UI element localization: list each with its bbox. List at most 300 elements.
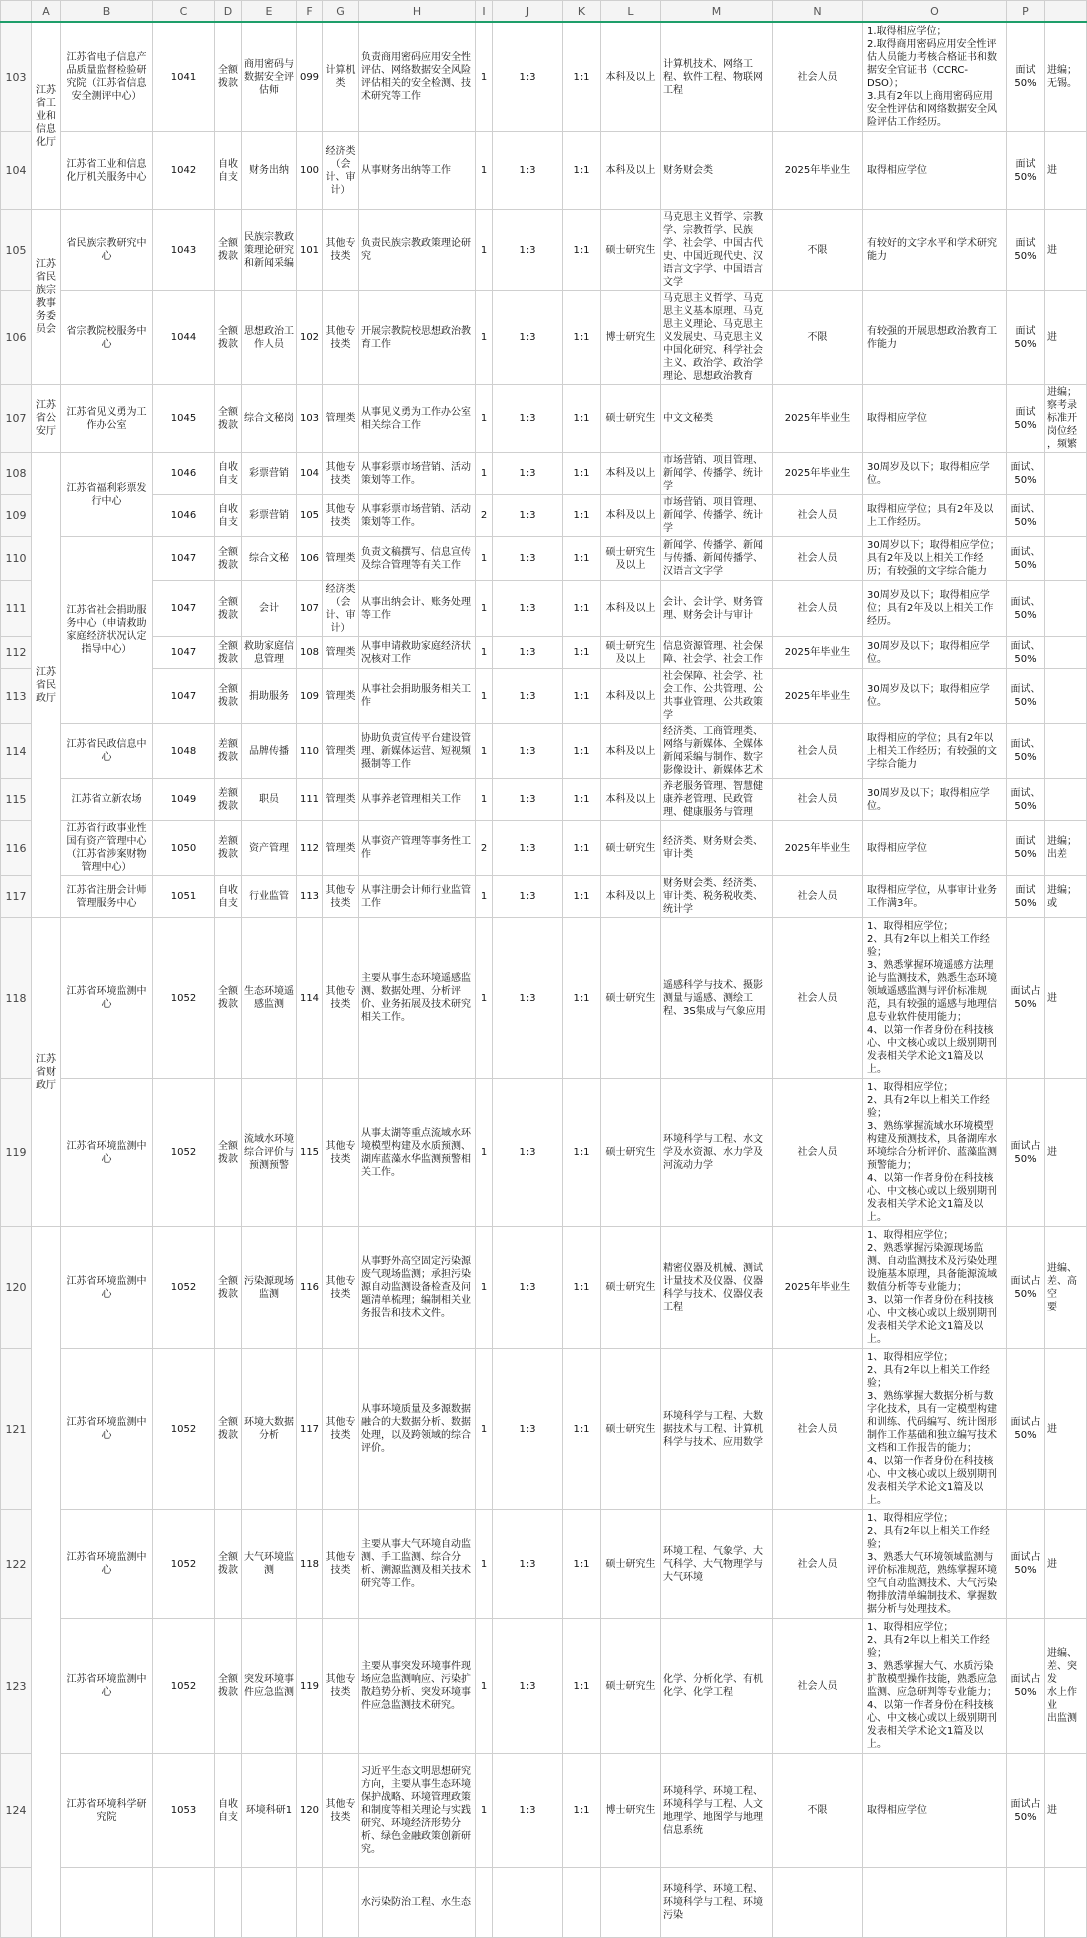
requirements-cell[interactable] xyxy=(863,1754,1007,1868)
funding-type-cell[interactable] xyxy=(215,291,242,385)
interview-ratio-cell[interactable] xyxy=(493,22,563,132)
interview-ratio-cell[interactable] xyxy=(493,724,563,779)
position-category-cell[interactable] xyxy=(323,1510,359,1619)
education-cell[interactable] xyxy=(601,453,661,495)
ratio-cell-cell[interactable] xyxy=(563,1227,601,1349)
position-code-cell[interactable] xyxy=(297,537,323,581)
recruit-count-cell[interactable] xyxy=(476,537,493,581)
position-name-cell[interactable] xyxy=(242,581,297,637)
position-code-cell[interactable] xyxy=(297,779,323,821)
position-code-cell[interactable] xyxy=(297,291,323,385)
column-header-o[interactable]: O xyxy=(863,1,1007,23)
position-category-cell[interactable] xyxy=(323,385,359,453)
major-cell[interactable] xyxy=(661,1510,773,1619)
position-code-cell[interactable] xyxy=(297,1079,323,1227)
position-category-cell[interactable] xyxy=(323,724,359,779)
requirements-cell[interactable] xyxy=(863,821,1007,876)
exam-weight-cell[interactable] xyxy=(1007,495,1045,537)
exam-weight-cell[interactable] xyxy=(1007,821,1045,876)
position-category-cell[interactable] xyxy=(323,453,359,495)
education-cell[interactable] xyxy=(601,495,661,537)
funding-type-cell[interactable] xyxy=(215,876,242,918)
position-description-cell[interactable] xyxy=(359,1754,476,1868)
recruit-count-cell[interactable] xyxy=(476,453,493,495)
ratio-cell-cell[interactable] xyxy=(563,637,601,669)
unit-code-cell[interactable] xyxy=(153,821,215,876)
row-header[interactable]: 121 xyxy=(1,1349,32,1510)
column-header-j[interactable]: J xyxy=(493,1,563,23)
unit-code-cell[interactable] xyxy=(153,637,215,669)
row-header[interactable]: 109 xyxy=(1,495,32,537)
recruit-count-cell[interactable] xyxy=(476,1349,493,1510)
position-description-cell[interactable] xyxy=(359,495,476,537)
department-cell[interactable] xyxy=(32,385,61,453)
recruit-count-cell[interactable] xyxy=(476,779,493,821)
funding-type-cell[interactable] xyxy=(215,1227,242,1349)
candidate-type-cell[interactable] xyxy=(773,1619,863,1754)
exam-weight-cell[interactable] xyxy=(1007,1349,1045,1510)
position-category-cell[interactable] xyxy=(323,22,359,132)
unit-code-cell[interactable] xyxy=(153,669,215,724)
unit-name-cell[interactable] xyxy=(61,876,153,918)
exam-weight-cell[interactable] xyxy=(1007,1510,1045,1619)
recruit-count-cell[interactable] xyxy=(476,581,493,637)
major-cell[interactable] xyxy=(661,22,773,132)
interview-ratio-cell[interactable] xyxy=(493,1079,563,1227)
candidate-type-cell[interactable] xyxy=(773,537,863,581)
position-description-cell[interactable] xyxy=(359,1510,476,1619)
ratio-cell-cell[interactable] xyxy=(563,210,601,291)
position-code-cell[interactable] xyxy=(297,581,323,637)
unit-name-cell[interactable] xyxy=(61,1510,153,1619)
requirements-cell[interactable] xyxy=(863,779,1007,821)
ratio-cell-cell[interactable] xyxy=(563,1754,601,1868)
interview-ratio-cell[interactable] xyxy=(493,385,563,453)
requirements-cell[interactable] xyxy=(863,1619,1007,1754)
candidate-type-cell[interactable] xyxy=(773,1349,863,1510)
column-header-p[interactable]: P xyxy=(1007,1,1045,23)
funding-type-cell[interactable] xyxy=(215,22,242,132)
position-category-cell[interactable] xyxy=(323,1754,359,1868)
requirements-cell[interactable] xyxy=(863,1868,1007,1938)
ratio-cell-cell[interactable] xyxy=(563,22,601,132)
unit-name-cell[interactable] xyxy=(61,779,153,821)
funding-type-cell[interactable] xyxy=(215,821,242,876)
requirements-cell[interactable] xyxy=(863,724,1007,779)
major-cell[interactable] xyxy=(661,724,773,779)
column-header-e[interactable]: E xyxy=(242,1,297,23)
candidate-type-cell[interactable] xyxy=(773,385,863,453)
candidate-type-cell[interactable] xyxy=(773,637,863,669)
row-header[interactable]: 111 xyxy=(1,581,32,637)
row-header[interactable]: 112 xyxy=(1,637,32,669)
unit-code-cell[interactable] xyxy=(153,132,215,210)
position-name-cell[interactable] xyxy=(242,669,297,724)
row-header[interactable]: 120 xyxy=(1,1227,32,1349)
unit-code-cell[interactable] xyxy=(153,1619,215,1754)
position-name-cell[interactable] xyxy=(242,821,297,876)
ratio-cell-cell[interactable] xyxy=(563,291,601,385)
exam-weight-cell[interactable] xyxy=(1007,1227,1045,1349)
funding-type-cell[interactable] xyxy=(215,1754,242,1868)
position-code-cell[interactable] xyxy=(297,453,323,495)
exam-weight-cell[interactable] xyxy=(1007,581,1045,637)
interview-ratio-cell[interactable] xyxy=(493,918,563,1079)
row-header[interactable]: 105 xyxy=(1,210,32,291)
exam-weight-cell[interactable] xyxy=(1007,724,1045,779)
requirements-cell[interactable] xyxy=(863,669,1007,724)
position-category-cell[interactable] xyxy=(323,1079,359,1227)
row-header[interactable]: 107 xyxy=(1,385,32,453)
recruit-count-cell[interactable] xyxy=(476,1619,493,1754)
position-code-cell[interactable] xyxy=(297,1510,323,1619)
interview-ratio-cell[interactable] xyxy=(493,210,563,291)
major-cell[interactable] xyxy=(661,385,773,453)
position-description-cell[interactable] xyxy=(359,724,476,779)
major-cell[interactable] xyxy=(661,1754,773,1868)
education-cell[interactable] xyxy=(601,1510,661,1619)
funding-type-cell[interactable] xyxy=(215,385,242,453)
position-name-cell[interactable] xyxy=(242,724,297,779)
unit-name-cell[interactable] xyxy=(61,1754,153,1868)
unit-name-cell[interactable] xyxy=(61,821,153,876)
exam-weight-cell[interactable] xyxy=(1007,918,1045,1079)
education-cell[interactable] xyxy=(601,876,661,918)
unit-code-cell[interactable] xyxy=(153,876,215,918)
education-cell[interactable] xyxy=(601,637,661,669)
exam-weight-cell[interactable] xyxy=(1007,132,1045,210)
column-header-q[interactable] xyxy=(1045,1,1087,23)
major-cell[interactable] xyxy=(661,637,773,669)
unit-name-cell[interactable] xyxy=(61,1349,153,1510)
recruit-count-cell[interactable] xyxy=(476,1227,493,1349)
position-code-cell[interactable] xyxy=(297,210,323,291)
position-name-cell[interactable] xyxy=(242,453,297,495)
major-cell[interactable] xyxy=(661,291,773,385)
row-header[interactable]: 117 xyxy=(1,876,32,918)
candidate-type-cell[interactable] xyxy=(773,1868,863,1938)
remarks-cell[interactable] xyxy=(1045,876,1087,918)
education-cell[interactable] xyxy=(601,291,661,385)
unit-name-cell[interactable] xyxy=(61,210,153,291)
column-header-l[interactable]: L xyxy=(601,1,661,23)
position-code-cell[interactable] xyxy=(297,821,323,876)
candidate-type-cell[interactable] xyxy=(773,876,863,918)
unit-code-cell[interactable] xyxy=(153,1754,215,1868)
interview-ratio-cell[interactable] xyxy=(493,637,563,669)
candidate-type-cell[interactable] xyxy=(773,918,863,1079)
exam-weight-cell[interactable] xyxy=(1007,779,1045,821)
unit-code-cell[interactable] xyxy=(153,1227,215,1349)
remarks-cell[interactable] xyxy=(1045,779,1087,821)
row-header[interactable]: 118 xyxy=(1,918,32,1079)
position-description-cell[interactable] xyxy=(359,1868,476,1938)
recruit-count-cell[interactable] xyxy=(476,821,493,876)
position-description-cell[interactable] xyxy=(359,291,476,385)
position-code-cell[interactable] xyxy=(297,132,323,210)
recruit-count-cell[interactable] xyxy=(476,1510,493,1619)
major-cell[interactable] xyxy=(661,537,773,581)
unit-code-cell[interactable] xyxy=(153,1349,215,1510)
column-header-i[interactable]: I xyxy=(476,1,493,23)
interview-ratio-cell[interactable] xyxy=(493,453,563,495)
requirements-cell[interactable] xyxy=(863,637,1007,669)
remarks-cell[interactable] xyxy=(1045,1079,1087,1227)
funding-type-cell[interactable] xyxy=(215,581,242,637)
recruit-count-cell[interactable] xyxy=(476,385,493,453)
interview-ratio-cell[interactable] xyxy=(493,495,563,537)
interview-ratio-cell[interactable] xyxy=(493,291,563,385)
column-header-g[interactable]: G xyxy=(323,1,359,23)
position-code-cell[interactable] xyxy=(297,1619,323,1754)
exam-weight-cell[interactable] xyxy=(1007,669,1045,724)
education-cell[interactable] xyxy=(601,1619,661,1754)
unit-name-cell[interactable] xyxy=(61,724,153,779)
funding-type-cell[interactable] xyxy=(215,724,242,779)
position-category-cell[interactable] xyxy=(323,1619,359,1754)
education-cell[interactable] xyxy=(601,724,661,779)
requirements-cell[interactable] xyxy=(863,1349,1007,1510)
position-description-cell[interactable] xyxy=(359,22,476,132)
ratio-cell-cell[interactable] xyxy=(563,581,601,637)
position-description-cell[interactable] xyxy=(359,537,476,581)
unit-name-cell[interactable] xyxy=(61,1227,153,1349)
education-cell[interactable] xyxy=(601,1079,661,1227)
position-category-cell[interactable] xyxy=(323,876,359,918)
candidate-type-cell[interactable] xyxy=(773,1510,863,1619)
unit-name-cell[interactable] xyxy=(61,453,153,537)
recruit-count-cell[interactable] xyxy=(476,876,493,918)
interview-ratio-cell[interactable] xyxy=(493,1510,563,1619)
exam-weight-cell[interactable] xyxy=(1007,291,1045,385)
position-name-cell[interactable] xyxy=(242,1349,297,1510)
position-description-cell[interactable] xyxy=(359,1349,476,1510)
exam-weight-cell[interactable] xyxy=(1007,210,1045,291)
remarks-cell[interactable] xyxy=(1045,453,1087,495)
major-cell[interactable] xyxy=(661,918,773,1079)
position-name-cell[interactable] xyxy=(242,1619,297,1754)
position-category-cell[interactable] xyxy=(323,1349,359,1510)
requirements-cell[interactable] xyxy=(863,1079,1007,1227)
candidate-type-cell[interactable] xyxy=(773,453,863,495)
row-header[interactable]: 114 xyxy=(1,724,32,779)
position-name-cell[interactable] xyxy=(242,210,297,291)
major-cell[interactable] xyxy=(661,1349,773,1510)
position-description-cell[interactable] xyxy=(359,453,476,495)
interview-ratio-cell[interactable] xyxy=(493,581,563,637)
ratio-cell-cell[interactable] xyxy=(563,385,601,453)
position-name-cell[interactable] xyxy=(242,22,297,132)
unit-name-cell[interactable] xyxy=(61,132,153,210)
candidate-type-cell[interactable] xyxy=(773,581,863,637)
funding-type-cell[interactable] xyxy=(215,1349,242,1510)
column-header-b[interactable]: B xyxy=(61,1,153,23)
interview-ratio-cell[interactable] xyxy=(493,669,563,724)
recruit-count-cell[interactable] xyxy=(476,918,493,1079)
position-code-cell[interactable] xyxy=(297,1349,323,1510)
row-header[interactable]: 119 xyxy=(1,1079,32,1227)
remarks-cell[interactable] xyxy=(1045,669,1087,724)
education-cell[interactable] xyxy=(601,581,661,637)
position-category-cell[interactable] xyxy=(323,132,359,210)
unit-name-cell[interactable] xyxy=(61,1868,153,1938)
position-code-cell[interactable] xyxy=(297,637,323,669)
requirements-cell[interactable] xyxy=(863,210,1007,291)
recruit-count-cell[interactable] xyxy=(476,1754,493,1868)
exam-weight-cell[interactable] xyxy=(1007,1754,1045,1868)
unit-code-cell[interactable] xyxy=(153,918,215,1079)
recruit-count-cell[interactable] xyxy=(476,22,493,132)
funding-type-cell[interactable] xyxy=(215,637,242,669)
candidate-type-cell[interactable] xyxy=(773,210,863,291)
ratio-cell-cell[interactable] xyxy=(563,821,601,876)
interview-ratio-cell[interactable] xyxy=(493,1349,563,1510)
position-code-cell[interactable] xyxy=(297,876,323,918)
requirements-cell[interactable] xyxy=(863,22,1007,132)
position-description-cell[interactable] xyxy=(359,876,476,918)
candidate-type-cell[interactable] xyxy=(773,669,863,724)
major-cell[interactable] xyxy=(661,1227,773,1349)
education-cell[interactable] xyxy=(601,821,661,876)
unit-code-cell[interactable] xyxy=(153,291,215,385)
ratio-cell-cell[interactable] xyxy=(563,876,601,918)
candidate-type-cell[interactable] xyxy=(773,1079,863,1227)
funding-type-cell[interactable] xyxy=(215,495,242,537)
interview-ratio-cell[interactable] xyxy=(493,132,563,210)
position-category-cell[interactable] xyxy=(323,537,359,581)
recruit-count-cell[interactable] xyxy=(476,1868,493,1938)
requirements-cell[interactable] xyxy=(863,918,1007,1079)
unit-code-cell[interactable] xyxy=(153,1079,215,1227)
interview-ratio-cell[interactable] xyxy=(493,779,563,821)
ratio-cell-cell[interactable] xyxy=(563,453,601,495)
remarks-cell[interactable] xyxy=(1045,581,1087,637)
position-name-cell[interactable] xyxy=(242,1754,297,1868)
column-header-f[interactable]: F xyxy=(297,1,323,23)
exam-weight-cell[interactable] xyxy=(1007,385,1045,453)
position-code-cell[interactable] xyxy=(297,22,323,132)
remarks-cell[interactable] xyxy=(1045,495,1087,537)
position-name-cell[interactable] xyxy=(242,1868,297,1938)
unit-name-cell[interactable] xyxy=(61,1619,153,1754)
position-description-cell[interactable] xyxy=(359,918,476,1079)
position-code-cell[interactable] xyxy=(297,495,323,537)
position-name-cell[interactable] xyxy=(242,537,297,581)
unit-code-cell[interactable] xyxy=(153,385,215,453)
position-code-cell[interactable] xyxy=(297,1227,323,1349)
position-description-cell[interactable] xyxy=(359,669,476,724)
education-cell[interactable] xyxy=(601,669,661,724)
row-header[interactable]: 113 xyxy=(1,669,32,724)
remarks-cell[interactable] xyxy=(1045,291,1087,385)
position-category-cell[interactable] xyxy=(323,1227,359,1349)
funding-type-cell[interactable] xyxy=(215,1619,242,1754)
remarks-cell[interactable] xyxy=(1045,537,1087,581)
recruit-count-cell[interactable] xyxy=(476,291,493,385)
position-name-cell[interactable] xyxy=(242,495,297,537)
position-category-cell[interactable] xyxy=(323,779,359,821)
department-cell[interactable] xyxy=(32,918,61,1227)
ratio-cell-cell[interactable] xyxy=(563,669,601,724)
major-cell[interactable] xyxy=(661,1868,773,1938)
position-name-cell[interactable] xyxy=(242,132,297,210)
interview-ratio-cell[interactable] xyxy=(493,537,563,581)
position-code-cell[interactable] xyxy=(297,1868,323,1938)
recruit-count-cell[interactable] xyxy=(476,210,493,291)
column-header-c[interactable]: C xyxy=(153,1,215,23)
major-cell[interactable] xyxy=(661,210,773,291)
unit-name-cell[interactable] xyxy=(61,291,153,385)
position-description-cell[interactable] xyxy=(359,779,476,821)
unit-code-cell[interactable] xyxy=(153,453,215,495)
funding-type-cell[interactable] xyxy=(215,1510,242,1619)
column-header-a[interactable]: A xyxy=(32,1,61,23)
row-header[interactable]: 110 xyxy=(1,537,32,581)
position-category-cell[interactable] xyxy=(323,1868,359,1938)
unit-name-cell[interactable] xyxy=(61,537,153,724)
ratio-cell-cell[interactable] xyxy=(563,132,601,210)
exam-weight-cell[interactable] xyxy=(1007,22,1045,132)
requirements-cell[interactable] xyxy=(863,132,1007,210)
column-header-m[interactable]: M xyxy=(661,1,773,23)
row-header[interactable]: 104 xyxy=(1,132,32,210)
ratio-cell-cell[interactable] xyxy=(563,1079,601,1227)
position-description-cell[interactable] xyxy=(359,1227,476,1349)
funding-type-cell[interactable] xyxy=(215,210,242,291)
unit-code-cell[interactable] xyxy=(153,1510,215,1619)
major-cell[interactable] xyxy=(661,821,773,876)
column-header-d[interactable]: D xyxy=(215,1,242,23)
remarks-cell[interactable] xyxy=(1045,1510,1087,1619)
major-cell[interactable] xyxy=(661,876,773,918)
candidate-type-cell[interactable] xyxy=(773,779,863,821)
unit-code-cell[interactable] xyxy=(153,1868,215,1938)
position-description-cell[interactable] xyxy=(359,821,476,876)
education-cell[interactable] xyxy=(601,1349,661,1510)
remarks-cell[interactable] xyxy=(1045,918,1087,1079)
candidate-type-cell[interactable] xyxy=(773,132,863,210)
row-header[interactable]: 103 xyxy=(1,22,32,132)
position-name-cell[interactable] xyxy=(242,1079,297,1227)
position-category-cell[interactable] xyxy=(323,581,359,637)
unit-name-cell[interactable] xyxy=(61,1079,153,1227)
row-header[interactable]: 106 xyxy=(1,291,32,385)
department-cell[interactable] xyxy=(32,210,61,385)
remarks-cell[interactable] xyxy=(1045,1619,1087,1754)
exam-weight-cell[interactable] xyxy=(1007,1868,1045,1938)
requirements-cell[interactable] xyxy=(863,1227,1007,1349)
position-code-cell[interactable] xyxy=(297,669,323,724)
education-cell[interactable] xyxy=(601,537,661,581)
position-name-cell[interactable] xyxy=(242,779,297,821)
ratio-cell-cell[interactable] xyxy=(563,537,601,581)
remarks-cell[interactable] xyxy=(1045,637,1087,669)
recruit-count-cell[interactable] xyxy=(476,132,493,210)
unit-code-cell[interactable] xyxy=(153,581,215,637)
remarks-cell[interactable] xyxy=(1045,132,1087,210)
position-category-cell[interactable] xyxy=(323,669,359,724)
requirements-cell[interactable] xyxy=(863,581,1007,637)
ratio-cell-cell[interactable] xyxy=(563,495,601,537)
position-description-cell[interactable] xyxy=(359,637,476,669)
ratio-cell-cell[interactable] xyxy=(563,1619,601,1754)
funding-type-cell[interactable] xyxy=(215,918,242,1079)
position-name-cell[interactable] xyxy=(242,637,297,669)
position-description-cell[interactable] xyxy=(359,132,476,210)
education-cell[interactable] xyxy=(601,1754,661,1868)
funding-type-cell[interactable] xyxy=(215,132,242,210)
ratio-cell-cell[interactable] xyxy=(563,779,601,821)
